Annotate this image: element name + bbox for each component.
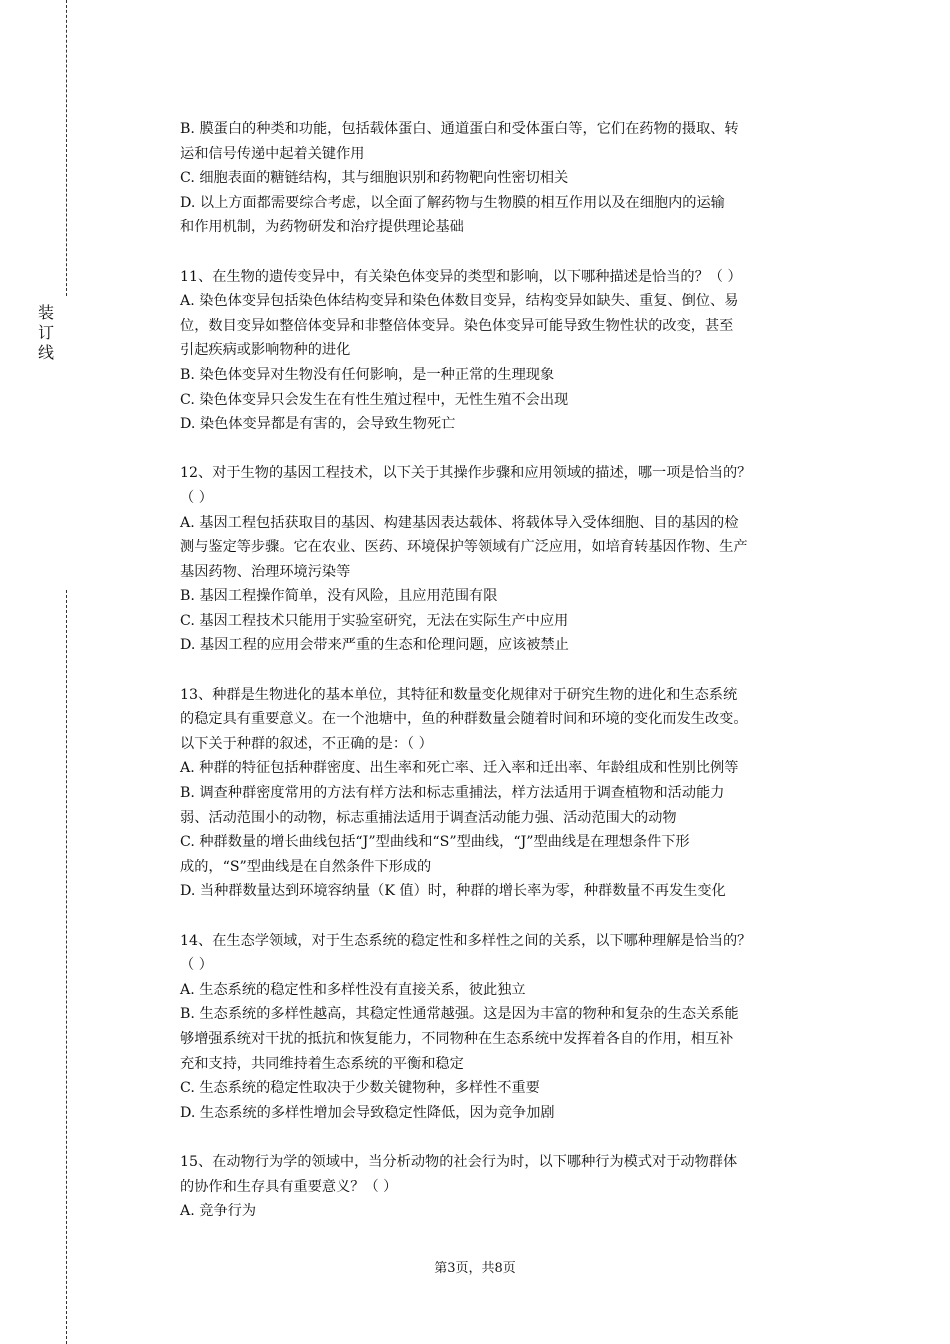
question-stem: 11、在生物的遗传变异中，有关染色体变异的类型和影响，以下哪种描述是恰当的？（ ） [180,268,742,285]
option-a-continued: 引起疾病或影响物种的进化 [180,342,351,359]
option-c-continued: 成的，“S”型曲线是在自然条件下形成的 [180,858,432,875]
option-c: C. 染色体变异只会发生在有性生殖过程中，无性生殖不会出现 [180,391,569,408]
option-d: D. 当种群数量达到环境容纳量（K 值）时，种群的增长率为零，种群数量不再发生变化 [180,883,726,900]
question-11 [180,265,846,437]
option-b-continued: 充和支持，共同维持着生态系统的平衡和稳定 [180,1055,464,1072]
option-a-continued: 测与鉴定等步骤。它在农业、医药、环境保护等领域有广泛应用，如培育转基因作物、生产 [180,539,748,556]
option-a: A. 染色体变异包括染色体结构变异和染色体数目变异，结构变异如缺失、重复、倒位、易 [180,293,739,310]
binding-label-char: 订 [37,323,54,342]
question-14 [180,929,846,1126]
option-d: D. 以上方面都需要综合考虑，以全面了解药物与生物膜的相互作用以及在细胞内的运输 [180,194,725,211]
binding-label-char: 线 [37,343,54,362]
binding-label [36,303,56,363]
option-a: A. 种群的特征包括种群密度、出生率和死亡率、迁入率和迁出率、年龄组成和性别比例等 [180,760,739,777]
option-d-continued: 和作用机制，为药物研发和治疗提供理论基础 [180,219,464,236]
option-a: A. 生态系统的稳定性和多样性没有直接关系，彼此独立 [180,981,526,998]
binding-label-char: 装 [37,303,54,322]
option-a: A. 基因工程包括获取目的基因、构建基因表达载体、将载体导入受体细胞、目的基因的检 [180,514,739,531]
question-15 [180,1150,846,1224]
option-b-continued: 弱、活动范围小的动物，标志重捕法适用于调查活动能力强、活动范围大的动物 [180,809,677,826]
option-b: B. 调查种群密度常用的方法有样方法和标志重捕法，样方法适用于调查植物和活动能力 [180,785,725,802]
question-content [180,117,846,1224]
question-12 [180,461,846,658]
question-stem: 14、在生态学领域，对于生态系统的稳定性和多样性之间的关系，以下哪种理解是恰当的？ [180,932,752,949]
binding-line-top-segment [66,0,67,296]
option-c: C. 生态系统的稳定性取决于少数关键物种，多样性不重要 [180,1080,540,1097]
question-10-options [180,117,846,240]
option-b: B. 膜蛋白的种类和功能，包括载体蛋白、通道蛋白和受体蛋白等，它们在药物的摄取、转 [180,121,739,137]
question-stem-continued: 的稳定具有重要意义。在一个池塘中，鱼的种群数量会随着时间和环境的变化而发生改变。 [180,711,748,728]
question-stem: 13、种群是生物进化的基本单位，其特征和数量变化规律对于研究生物的进化和生态系统 [180,686,738,703]
option-a: A. 竞争行为 [180,1203,257,1220]
option-c: C. 基因工程技术只能用于实验室研究，无法在实际生产中应用 [180,612,569,629]
question-stem-continued: 的协作和生存具有重要意义？（ ） [180,1178,398,1195]
question-stem: 15、在动物行为学的领域中，当分析动物的社会行为时，以下哪种行为模式对于动物群体 [180,1153,738,1170]
question-stem-continued: （ ） [180,957,213,974]
option-c: C. 种群数量的增长曲线包括“J”型曲线和“S”型曲线，“J”型曲线是在理想条件下形 [180,834,690,851]
page-number-footer: 第3页，共8页 [434,1261,516,1276]
option-d: D. 基因工程的应用会带来严重的生态和伦理问题，应该被禁止 [180,637,569,654]
question-13 [180,683,846,904]
option-c: C. 细胞表面的糖链结构，其与细胞识别和药物靶向性密切相关 [180,170,569,187]
question-stem-continued: （ ） [180,489,213,506]
option-d: D. 染色体变异都是有害的，会导致生物死亡 [180,416,456,433]
option-a-continued: 位，数目变异如整倍体变异和非整倍体变异。染色体变异可能导致生物性状的改变，甚至 [180,317,734,334]
option-d: D. 生态系统的多样性增加会导致稳定性降低，因为竞争加剧 [180,1104,555,1121]
option-b: B. 基因工程操作简单，没有风险，且应用范围有限 [180,588,498,605]
question-stem-continued: 以下关于种群的叙述，不正确的是：（ ） [180,735,433,752]
option-b-continued: 够增强系统对干扰的抵抗和恢复能力，不同物种在生态系统中发挥着各自的作用，相互补 [180,1030,734,1047]
option-b-continued: 运和信号传递中起着关键作用 [180,145,365,162]
option-b: B. 染色体变异对生物没有任何影响，是一种正常的生理现象 [180,366,555,383]
binding-line-bottom-segment [66,590,67,1344]
question-stem: 12、对于生物的基因工程技术，以下关于其操作步骤和应用领域的描述，哪一项是恰当的？ [180,465,752,482]
option-a-continued: 基因药物、治理环境污染等 [180,563,351,580]
option-b: B. 生态系统的多样性越高，其稳定性通常越强。这是因为丰富的物种和复杂的生态关系能 [180,1006,739,1023]
